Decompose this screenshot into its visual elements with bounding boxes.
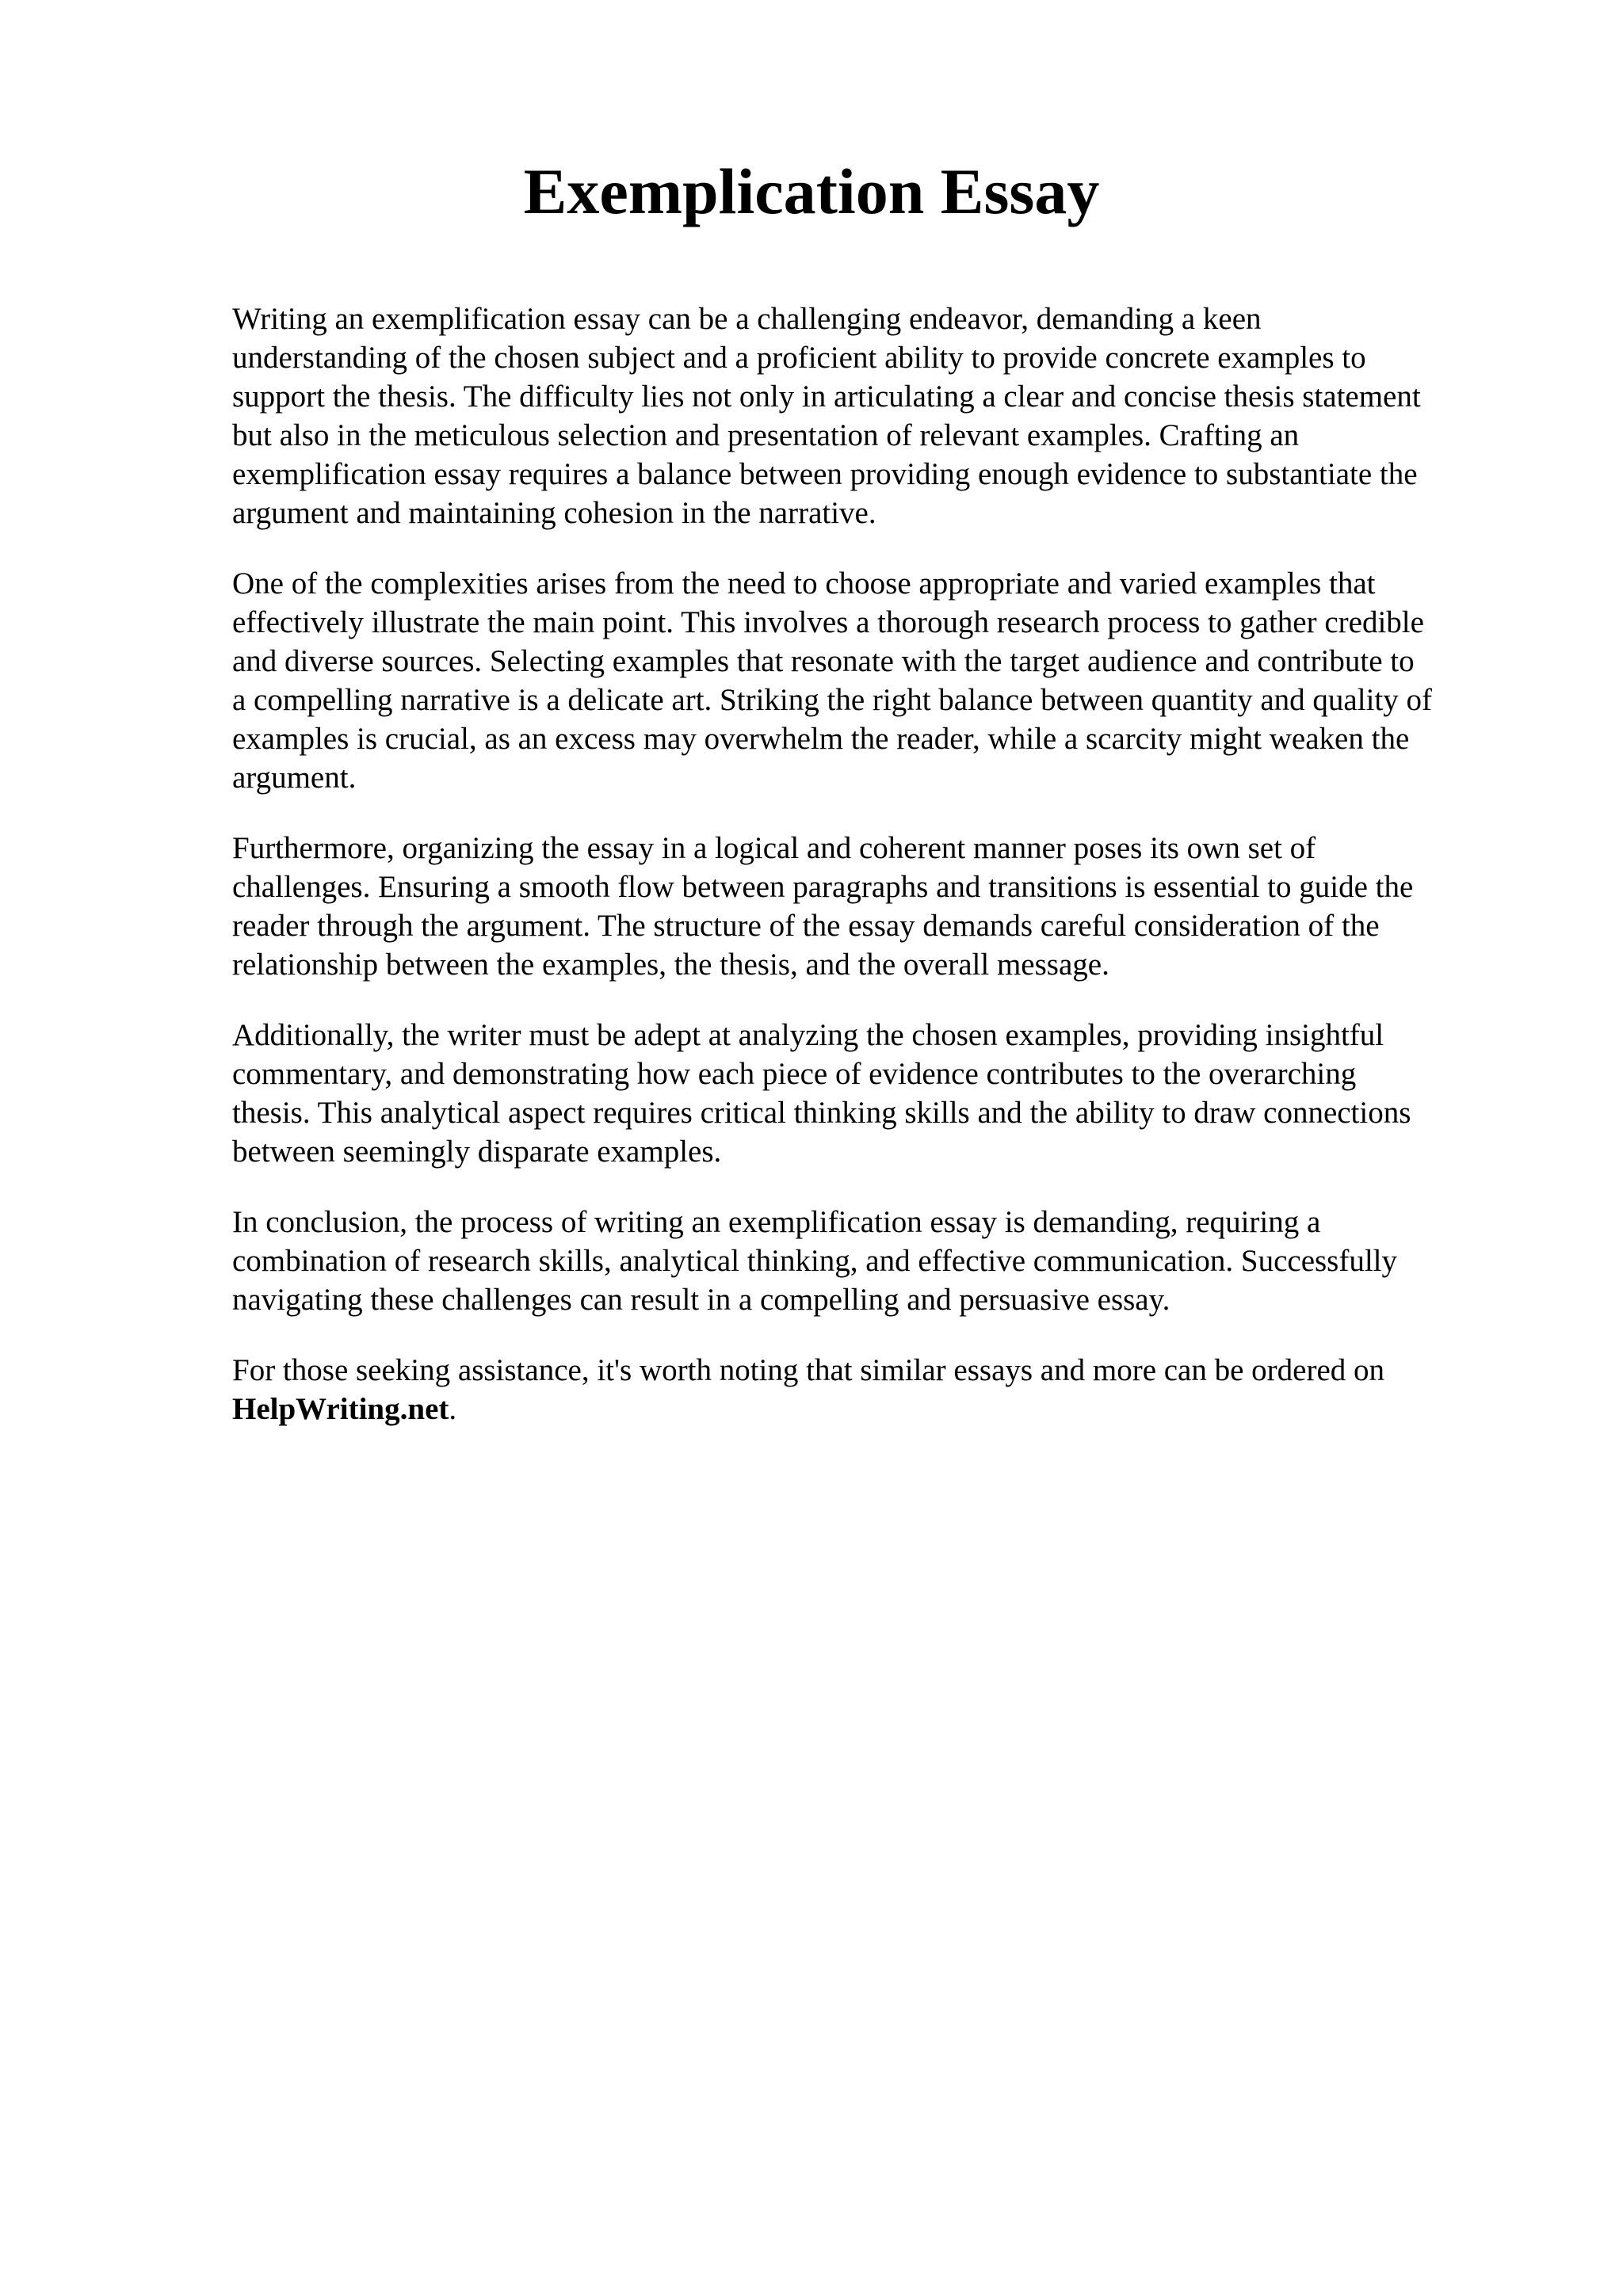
text-line: and diverse sources. Selecting examples that resonate with the target audience and contribute to bbox=[232, 644, 1415, 678]
essay-body bbox=[232, 299, 1548, 1460]
text-line: examples is crucial, as an excess may overwhelm the reader, while a scarcity might weaken the bbox=[232, 722, 1410, 756]
text-line: For those seeking assistance, it's worth noting that similar essays and more can be ordered on bbox=[232, 1353, 1385, 1387]
text-line: Additionally, the writer must be adept at analyzing the chosen examples, providing insightful bbox=[232, 1018, 1384, 1052]
text-line: Writing an exemplification essay can be a challenging endeavor, demanding a keen bbox=[232, 302, 1262, 336]
text-line bbox=[232, 1390, 1548, 1428]
text-line: Furthermore, organizing the essay in a logical and coherent manner poses its own set of bbox=[232, 831, 1316, 865]
paragraph-organization bbox=[232, 829, 1548, 984]
page-title: Exemplication Essay bbox=[523, 155, 1100, 227]
paragraph-closing bbox=[232, 1351, 1548, 1428]
text-line: argument. bbox=[232, 761, 357, 795]
text-line: between seemingly disparate examples. bbox=[232, 1135, 722, 1169]
text-line: commentary, and demonstrating how each piece of evidence contributes to the overarching bbox=[232, 1057, 1357, 1091]
paragraph-analysis bbox=[232, 1016, 1548, 1171]
text-line: thesis. This analytical aspect requires critical thinking skills and the ability to draw connections bbox=[232, 1096, 1411, 1130]
text-line: In conclusion, the process of writing an exemplification essay is demanding, requiring a bbox=[232, 1205, 1321, 1239]
text-line: navigating these challenges can result in a compelling and persuasive essay. bbox=[232, 1283, 1170, 1317]
text-line: understanding of the chosen subject and a proficient ability to provide concrete examples to bbox=[232, 341, 1366, 375]
text-line: challenges. Ensuring a smooth flow between paragraphs and transitions is essential to guide the bbox=[232, 870, 1414, 904]
text-line: reader through the argument. The structure of the essay demands careful consideration of the bbox=[232, 909, 1380, 943]
text-line: effectively illustrate the main point. This involves a thorough research process to gather credible bbox=[232, 605, 1424, 639]
paragraph-complexities bbox=[232, 564, 1548, 797]
text-line: a compelling narrative is a delicate art. Striking the right balance between quantity and quality of bbox=[232, 683, 1432, 717]
text-line: One of the complexities arises from the need to choose appropriate and varied examples that bbox=[232, 566, 1376, 601]
text-line: argument and maintaining cohesion in the narrative. bbox=[232, 496, 876, 530]
text-line: relationship between the examples, the thesis, and the overall message. bbox=[232, 948, 1109, 982]
text-line: exemplification essay requires a balance between providing enough evidence to substantiate the bbox=[232, 457, 1418, 491]
paragraph-intro bbox=[232, 299, 1548, 532]
closing-period: . bbox=[449, 1392, 457, 1426]
paragraph-conclusion bbox=[232, 1203, 1548, 1319]
text-line: but also in the meticulous selection and presentation of relevant examples. Crafting an bbox=[232, 418, 1300, 452]
helpwriting-brand-link[interactable]: HelpWriting.net bbox=[232, 1392, 449, 1426]
text-line: combination of research skills, analytical thinking, and effective communication. Successfully bbox=[232, 1244, 1398, 1278]
text-line: support the thesis. The difficulty lies not only in articulating a clear and concise thesis statement bbox=[232, 379, 1421, 414]
